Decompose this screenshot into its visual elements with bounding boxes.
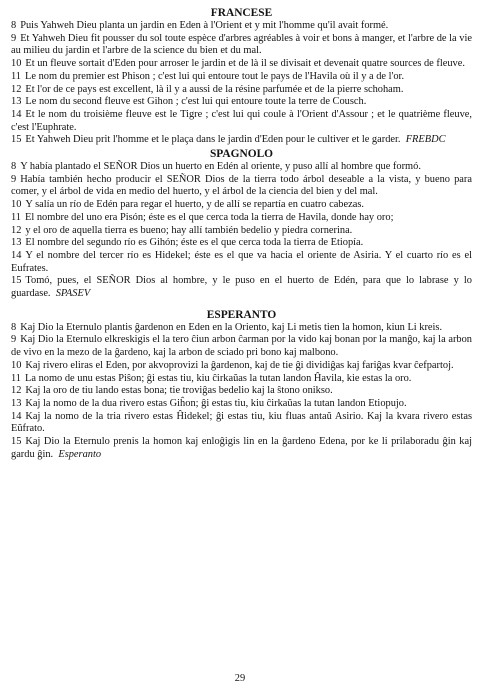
verse-text: Et un fleuve sortait d'Eden pour arroser le jardin et de là il se divisait et devenait quatre sources de fleuve. [25,58,465,70]
verse-number: 8 [11,161,17,173]
verse [11,174,472,199]
verse-text: La nomo de unu estas Piŝon; ĝi estas tiu, kiu ĉirkaŭas la tutan landon Ĥavila, kie estas la oro. [25,372,412,384]
verse [11,71,472,84]
verse-number: 10 [11,359,22,371]
translation-source: FREBDC [405,134,446,146]
verse-number: 13 [11,397,22,409]
verse-number: 12 [11,224,22,236]
verse-text: Et Yahweh Dieu prit l'homme et le plaça dans le jardin d'Eden pour le cultiver et le garder. [25,134,401,146]
section-title: SPAGNOLO [209,148,274,161]
verse [11,199,472,212]
verse [11,237,472,250]
verse-text: Et le nom du troisième fleuve est le Tigre ; c'est lui qui coule à l'Orient d'Assour ; et le quatrième fleuve, c'est l'Euphrate. [11,108,472,133]
verse [11,134,472,147]
verse-number: 14 [11,410,22,422]
section-title: FRANCESE [210,7,273,19]
verse-number: 14 [11,108,22,120]
verse [11,20,472,33]
verse-text: Y el nombre del tercer río es Hidekel; éste es el que va hacia el oriente de Asiria. Y el cuarto río es el Eufrates. [11,249,472,274]
verse-text: Había también hecho producir el SEÑOR Dios de la tierra todo árbol deseable a la vista, y bueno para comer, y el árbol de vida en medio del huerto, y el árbol de la ciencia del bien y del mal. [11,173,472,198]
verse-text: Le nom du premier est Phison ; c'est lui qui entoure tout le pays de l'Havila où il y a de l'or. [25,70,405,82]
section-title: ESPERANTO [206,308,277,321]
verse-number: 9 [11,334,17,346]
verse-text: Kaj Dio la Eternulo elkreskigis el la tero ĉiun arbon ĉarman por la vido kaj bonan por la manĝo, kaj la arbon de vivo en la mezo de la ĝardeno, kaj la arbon de sciado pri bono kaj malbono. [11,334,472,359]
verse-text: Tomó, pues, el SEÑOR Dios al hombre, y le puso en el huerto de Edén, para que lo labrase y lo guardase. [11,275,472,300]
verse-number: 11 [11,70,22,82]
verse-number: 8 [11,321,17,333]
verse [11,33,472,58]
verse-text: Le nom du second fleuve est Gihon ; c'est lui qui entoure toute la terre de Cousch. [25,96,367,108]
verse-text: Y había plantado el SEÑOR Dios un huerto en Edén al oriente, y puso allí al hombre que formó. [20,161,421,173]
verse-number: 11 [11,372,22,384]
verse [11,212,472,225]
verse-text: Kaj Dio la Eternulo prenis la homon kaj enloĝigis lin en la ĝardeno Edena, por ke li prilaboradu ĝin kaj gardu ĝin. [11,436,472,460]
verse-number: 12 [11,83,22,95]
translation-source: Esperanto [58,448,102,460]
verse-text: y el oro de aquella tierra es bueno; hay allí también bedelio y piedra cornerina. [25,224,353,236]
verse [11,360,472,373]
verse-text: El nombre del segundo río es Gihón; éste es el que cerca toda la tierra de Etiopía. [25,237,364,249]
verse-number: 11 [11,211,22,223]
verse [11,109,472,134]
verse [11,334,472,359]
verse-number: 10 [11,58,22,70]
translation-source: SPASEV [55,288,91,300]
verse [11,84,472,97]
verse [11,322,472,335]
language-section [11,147,472,301]
verse-number: 8 [11,20,17,31]
verse-text: Kaj la nomo de la tria rivero estas Ĥidekel; ĝi estas tiu, kiu fluas antaŭ Asirio. Kaj la kvara rivero estas Eŭfrato. [11,410,472,435]
verse-number: 15 [11,275,22,287]
verse [11,161,472,174]
verse-text: Kaj rivero eliras el Eden, por akvoprovizi la ĝardenon, kaj de tie ĝi dividiĝas kaj fariĝas kvar ĉefpartoj. [25,359,454,371]
verse [11,225,472,238]
verse-number: 15 [11,134,22,146]
verse [11,398,472,411]
verse-text: Y salía un río de Edén para regar el huerto, y de allí se repartía en cuatro cabezas. [25,199,364,211]
verse-number: 10 [11,199,22,211]
language-section [11,308,472,462]
bible-text [11,6,472,462]
verse-number: 12 [11,385,22,397]
verse-number: 9 [11,173,17,185]
verse [11,275,472,300]
verse [11,96,472,109]
verse [11,385,472,398]
section-spacer [11,301,472,308]
verse-text: Kaj la nomo de la dua rivero estas Giĥon; ĝi estas tiu, kiu ĉirkaŭas la tutan landon Etiopujo. [25,397,407,409]
verse-number: 9 [11,32,17,44]
verse-number: 15 [11,436,22,448]
page-number: 29 [234,673,246,684]
verse-text: Kaj Dio la Eternulo plantis ĝardenon en Eden en la Oriento, kaj Li metis tien la homon, kiun Li kreis. [20,321,443,333]
verse [11,373,472,386]
verse [11,436,472,461]
verse-number: 14 [11,249,22,261]
verse-text: Kaj la oro de tiu lando estas bona; tie troviĝas bedelio kaj la ŝtono onikso. [25,385,333,397]
language-section [11,6,472,147]
verse-number: 13 [11,96,22,108]
verse-text: Et l'or de ce pays est excellent, là il y a aussi de la résine parfumée et de la pierre schoham. [25,83,404,95]
verse [11,58,472,71]
verse-text: Puis Yahweh Dieu planta un jardin en Eden à l'Orient et y mit l'homme qu'il avait formé. [20,20,389,31]
verse-number: 13 [11,237,22,249]
verse-text: El nombre del uno era Pisón; éste es el que cerca toda la tierra de Havila, donde hay oro; [25,211,394,223]
verse-text: Et Yahweh Dieu fit pousser du sol toute espèce d'arbres agréables à voir et bons à manger, et l'arbre de la vie au milieu du jardin et l'arbre de la science du bien et du mal. [11,32,472,57]
verse [11,250,472,275]
verse [11,411,472,436]
